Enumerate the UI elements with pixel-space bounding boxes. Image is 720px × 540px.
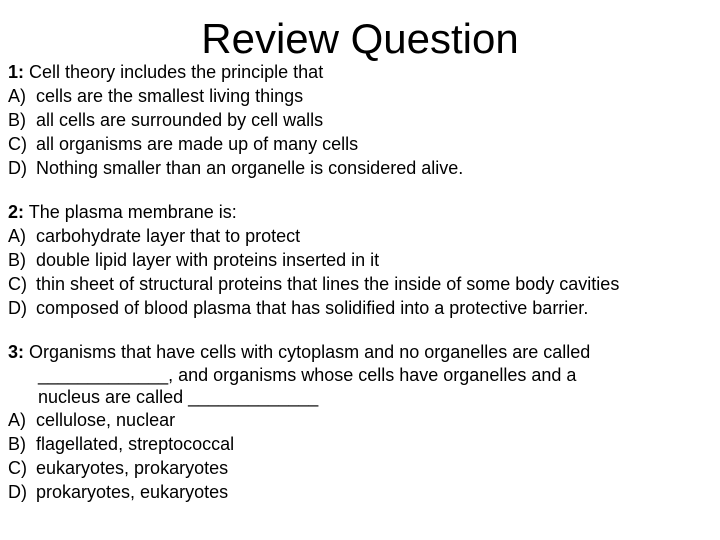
option-text: thin sheet of structural proteins that lines the inside of some body cavities [36, 274, 620, 294]
question-text: Organisms that have cells with cytoplasm and no organelles are called [29, 342, 591, 362]
answer-option-c [8, 132, 708, 156]
option-letter: A) [8, 86, 26, 106]
option-letter: C) [8, 134, 27, 154]
option-text: cellulose, nuclear [36, 410, 176, 430]
option-text: prokaryotes, eukaryotes [36, 482, 229, 502]
option-text: carbohydrate layer that to protect [36, 226, 301, 246]
question-number: 3: [8, 342, 25, 362]
option-text: double lipid layer with proteins inserted in it [36, 250, 380, 270]
answer-option-d [8, 156, 708, 180]
option-letter: C) [8, 274, 27, 294]
question-number: 2: [8, 202, 25, 222]
question-stem-continued: _____________, and organisms whose cells have organelles and a [38, 365, 577, 385]
slide-title: Review Question [201, 15, 519, 62]
question-1 [8, 60, 708, 180]
question-text: Cell theory includes the principle that [29, 62, 324, 82]
question-stem-continued: nucleus are called _____________ [38, 387, 319, 407]
question-stem [8, 200, 708, 224]
question-3 [8, 340, 708, 504]
option-text: all organisms are made up of many cells [36, 134, 359, 154]
option-text: eukaryotes, prokaryotes [36, 458, 229, 478]
option-letter: D) [8, 158, 27, 178]
option-letter: A) [8, 226, 26, 246]
option-letter: B) [8, 434, 26, 454]
answer-option-c [8, 456, 708, 480]
option-letter: D) [8, 482, 27, 502]
question-number: 1: [8, 62, 25, 82]
answer-option-b [8, 248, 708, 272]
question-stem [8, 340, 708, 364]
option-letter: D) [8, 298, 27, 318]
option-text: flagellated, streptococcal [36, 434, 235, 454]
question-stem [8, 60, 708, 84]
answer-option-d [8, 480, 708, 504]
answer-option-b [8, 108, 708, 132]
option-letter: B) [8, 110, 26, 130]
answer-option-a [8, 224, 708, 248]
option-text: all cells are surrounded by cell walls [36, 110, 324, 130]
answer-option-c [8, 272, 708, 296]
answer-option-a [8, 408, 708, 432]
option-text: composed of blood plasma that has solidified into a protective barrier. [36, 298, 589, 318]
answer-option-d [8, 296, 708, 320]
option-letter: C) [8, 458, 27, 478]
question-2 [8, 200, 708, 320]
answer-option-a [8, 84, 708, 108]
option-letter: A) [8, 410, 26, 430]
option-letter: B) [8, 250, 26, 270]
option-text: cells are the smallest living things [36, 86, 304, 106]
answer-option-b [8, 432, 708, 456]
option-text: Nothing smaller than an organelle is considered alive. [36, 158, 464, 178]
question-text: The plasma membrane is: [28, 202, 237, 222]
